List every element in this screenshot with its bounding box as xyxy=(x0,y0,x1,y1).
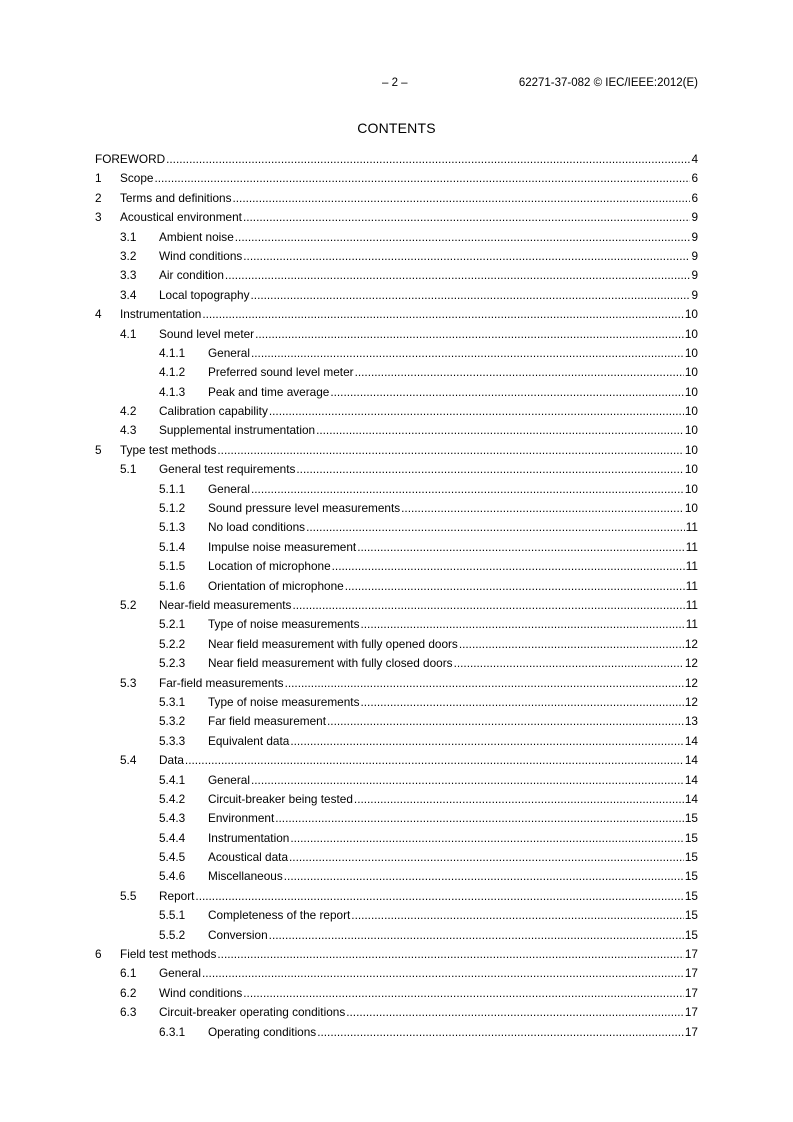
toc-entry-label: Data xyxy=(159,751,185,770)
toc-entry-number: 5.4.1 xyxy=(159,772,186,787)
toc-entry-number: 5.4.5 xyxy=(159,850,186,865)
toc-entry-label: General test requirements xyxy=(159,460,296,479)
toc-entry-page: 15 xyxy=(684,869,698,884)
toc-leader-dots xyxy=(360,615,684,634)
toc-entry-line xyxy=(208,867,698,886)
toc-entry-number: 5.5.2 xyxy=(159,927,186,942)
toc-entry-number: 5.1.4 xyxy=(159,539,186,554)
toc-leader-dots xyxy=(235,228,691,247)
toc-entry-page: 15 xyxy=(684,811,698,826)
toc-entry[interactable] xyxy=(95,208,698,227)
toc-entry-label: Sound pressure level measurements xyxy=(208,499,401,518)
toc-entry-line xyxy=(208,848,698,867)
toc-entry-number: 5.5.1 xyxy=(159,908,186,923)
toc-leader-dots xyxy=(360,693,683,712)
toc-leader-dots xyxy=(459,635,684,654)
toc-leader-dots xyxy=(232,189,690,208)
toc-entry-page: 17 xyxy=(684,1005,698,1020)
toc-entry-number: 5.1 xyxy=(120,462,137,477)
toc-entry-page: 17 xyxy=(684,985,698,1000)
toc-leader-dots xyxy=(292,596,684,615)
toc-entry-label: Peak and time average xyxy=(208,383,330,402)
toc-entry[interactable] xyxy=(95,577,698,596)
toc-entry-number: 3.4 xyxy=(120,287,137,302)
toc-entry-number: 4 xyxy=(95,307,102,322)
toc-entry-page: 9 xyxy=(691,229,698,244)
toc-leader-dots xyxy=(225,266,691,285)
toc-entry-page: 11 xyxy=(685,578,698,593)
toc-leader-dots xyxy=(202,305,684,324)
toc-entry-label: Air condition xyxy=(159,266,225,285)
toc-entry-page: 15 xyxy=(684,888,698,903)
toc-entry-line xyxy=(208,654,698,673)
toc-entry-label: Sound level meter xyxy=(159,325,255,344)
toc-entry-label: Terms and definitions xyxy=(120,189,232,208)
toc-entry-line xyxy=(159,1003,698,1022)
toc-entry-number: 5.3.2 xyxy=(159,714,186,729)
toc-entry-line xyxy=(208,577,698,596)
toc-leader-dots xyxy=(351,906,684,925)
toc-entry-number: 4.2 xyxy=(120,404,137,419)
toc-entry-label: Miscellaneous xyxy=(208,867,284,886)
toc-entry-number: 6.3 xyxy=(120,1005,137,1020)
toc-leader-dots xyxy=(166,150,690,169)
toc-entry-page: 6 xyxy=(691,171,698,186)
toc-entry[interactable] xyxy=(95,189,698,208)
toc-entry-label: Location of microphone xyxy=(208,557,332,576)
toc-leader-dots xyxy=(275,809,684,828)
toc-entry-label: Near field measurement with fully closed doors xyxy=(208,654,454,673)
toc-entry-label: Preferred sound level meter xyxy=(208,363,355,382)
toc-entry-line xyxy=(159,674,698,693)
toc-entry[interactable] xyxy=(95,1023,698,1042)
toc-leader-dots xyxy=(354,790,684,809)
toc-entry-page: 15 xyxy=(684,830,698,845)
toc-entry[interactable] xyxy=(95,421,698,440)
toc-entry-number: 5.2.2 xyxy=(159,636,186,651)
toc-entry-line xyxy=(208,771,698,790)
toc-entry[interactable] xyxy=(95,499,698,518)
toc-leader-dots xyxy=(317,1023,684,1042)
toc-entry[interactable] xyxy=(95,984,698,1003)
toc-leader-dots xyxy=(289,848,684,867)
toc-entry[interactable] xyxy=(95,266,698,285)
toc-entry-line xyxy=(120,189,698,208)
toc-entry-page: 12 xyxy=(684,675,698,690)
toc-entry-label: Near-field measurements xyxy=(159,596,292,615)
toc-entry-line xyxy=(120,945,698,964)
toc-entry-number: 4.1 xyxy=(120,326,137,341)
toc-entry-number: 5.2.1 xyxy=(159,617,186,632)
toc-entry-page: 10 xyxy=(684,501,698,516)
toc-entry[interactable] xyxy=(95,964,698,983)
toc-entry-label: Instrumentation xyxy=(208,829,290,848)
toc-entry-page: 10 xyxy=(684,384,698,399)
toc-entry-page: 6 xyxy=(691,190,698,205)
toc-leader-dots xyxy=(255,325,684,344)
toc-entry-line xyxy=(208,383,698,402)
toc-entry[interactable] xyxy=(95,363,698,382)
toc-leader-dots xyxy=(285,674,684,693)
toc-leader-dots xyxy=(284,867,684,886)
toc-entry[interactable] xyxy=(95,635,698,654)
toc-entry-page: 10 xyxy=(684,481,698,496)
toc-entry[interactable] xyxy=(95,518,698,537)
toc-entry[interactable] xyxy=(95,325,698,344)
toc-entry-line xyxy=(159,751,698,770)
toc-entry-label: Instrumentation xyxy=(120,305,202,324)
toc-entry-label: Report xyxy=(159,887,195,906)
toc-entry[interactable] xyxy=(95,809,698,828)
toc-entry-line xyxy=(159,247,698,266)
table-of-contents xyxy=(95,150,698,1042)
toc-leader-dots xyxy=(202,964,684,983)
toc-entry-number: 4.1.3 xyxy=(159,384,186,399)
toc-entry-line xyxy=(208,809,698,828)
toc-entry-page: 10 xyxy=(684,365,698,380)
toc-leader-dots xyxy=(185,751,684,770)
toc-entry-page: 14 xyxy=(684,772,698,787)
toc-entry-label: Acoustical environment xyxy=(120,208,243,227)
toc-entry-page: 15 xyxy=(684,908,698,923)
toc-entry-number: 3.1 xyxy=(120,229,137,244)
toc-leader-dots xyxy=(251,344,684,363)
toc-entry-number: 5.1.5 xyxy=(159,559,186,574)
toc-entry-line xyxy=(208,538,698,557)
toc-leader-dots xyxy=(327,712,684,731)
toc-entry-page: 15 xyxy=(684,927,698,942)
toc-entry-line xyxy=(208,906,698,925)
toc-entry-line xyxy=(208,712,698,731)
toc-entry-label: Orientation of microphone xyxy=(208,577,345,596)
toc-entry-number: 5.2.3 xyxy=(159,656,186,671)
toc-entry[interactable] xyxy=(95,344,698,363)
toc-entry-page: 12 xyxy=(684,636,698,651)
toc-leader-dots xyxy=(251,771,684,790)
toc-entry-line xyxy=(159,228,698,247)
toc-entry[interactable] xyxy=(95,228,698,247)
toc-entry-number: 5.4 xyxy=(120,753,137,768)
toc-entry-label: Wind conditions xyxy=(159,984,243,1003)
toc-entry[interactable] xyxy=(95,460,698,479)
toc-leader-dots xyxy=(251,286,691,305)
toc-entry-line xyxy=(208,732,698,751)
toc-entry-number: 5.1.6 xyxy=(159,578,186,593)
toc-entry[interactable] xyxy=(95,693,698,712)
toc-leader-dots xyxy=(269,926,684,945)
toc-entry[interactable] xyxy=(95,790,698,809)
toc-leader-dots xyxy=(243,208,690,227)
toc-entry-label: Equivalent data xyxy=(208,732,290,751)
toc-entry-page: 9 xyxy=(691,287,698,302)
toc-entry-number: 5.1.2 xyxy=(159,501,186,516)
toc-entry-label: Near field measurement with fully opened doors xyxy=(208,635,459,654)
toc-entry[interactable] xyxy=(95,557,698,576)
toc-entry[interactable] xyxy=(95,712,698,731)
toc-entry-label: Type test methods xyxy=(120,441,217,460)
toc-entry-page: 11 xyxy=(685,520,698,535)
toc-entry-label: General xyxy=(208,771,251,790)
toc-entry[interactable] xyxy=(95,848,698,867)
toc-entry-line xyxy=(120,305,698,324)
page-number: – 2 – xyxy=(382,77,408,89)
toc-leader-dots xyxy=(217,441,683,460)
toc-entry-page: 11 xyxy=(685,539,698,554)
toc-leader-dots xyxy=(243,247,690,266)
toc-entry-number: 5.2 xyxy=(120,597,137,612)
toc-entry-page: 10 xyxy=(684,442,698,457)
toc-entry-line xyxy=(208,557,698,576)
toc-entry-number: 5.3.1 xyxy=(159,694,186,709)
toc-entry-line xyxy=(120,441,698,460)
toc-entry-page: 9 xyxy=(691,210,698,225)
toc-entry-number: 3 xyxy=(95,210,102,225)
toc-entry-label: Ambient noise xyxy=(159,228,235,247)
toc-entry[interactable] xyxy=(95,169,698,188)
toc-entry-line xyxy=(159,460,698,479)
toc-entry-label: FOREWORD xyxy=(95,150,166,169)
toc-entry-label: General xyxy=(159,964,202,983)
toc-entry-number: 6.1 xyxy=(120,966,137,981)
toc-entry-page: 9 xyxy=(691,268,698,283)
toc-entry-line xyxy=(208,829,698,848)
toc-entry[interactable] xyxy=(95,286,698,305)
toc-entry-number: 4.3 xyxy=(120,423,137,438)
toc-entry-label: Completeness of the report xyxy=(208,906,351,925)
toc-entry-line xyxy=(120,169,698,188)
toc-entry[interactable] xyxy=(95,1003,698,1022)
toc-entry-number: 5.4.6 xyxy=(159,869,186,884)
toc-entry[interactable] xyxy=(95,887,698,906)
toc-entry-label: Impulse noise measurement xyxy=(208,538,357,557)
toc-entry-line xyxy=(159,421,698,440)
toc-entry-page: 17 xyxy=(684,947,698,962)
toc-leader-dots xyxy=(296,460,683,479)
toc-entry-label: Circuit-breaker being tested xyxy=(208,790,354,809)
toc-entry-line xyxy=(159,286,698,305)
toc-entry[interactable] xyxy=(95,150,698,169)
toc-leader-dots xyxy=(217,945,683,964)
toc-entry-page: 4 xyxy=(691,152,698,166)
toc-leader-dots xyxy=(345,577,685,596)
toc-leader-dots xyxy=(290,829,684,848)
toc-entry-page: 17 xyxy=(684,1024,698,1039)
toc-entry[interactable] xyxy=(95,771,698,790)
toc-entry-label: Circuit-breaker operating conditions xyxy=(159,1003,346,1022)
toc-entry-label: Wind conditions xyxy=(159,247,243,266)
toc-entry-page: 10 xyxy=(684,307,698,322)
toc-entry-line xyxy=(159,266,698,285)
toc-entry-label: Type of noise measurements xyxy=(208,693,360,712)
toc-entry-page: 10 xyxy=(684,326,698,341)
toc-entry-page: 12 xyxy=(684,656,698,671)
toc-entry[interactable] xyxy=(95,674,698,693)
toc-entry-page: 14 xyxy=(684,791,698,806)
toc-entry-number: 6.3.1 xyxy=(159,1024,186,1039)
toc-entry-line xyxy=(159,964,698,983)
toc-entry-label: Operating conditions xyxy=(208,1023,317,1042)
toc-entry-label: Scope xyxy=(120,169,154,188)
toc-entry-page: 14 xyxy=(684,733,698,748)
toc-entry-number: 4.1.1 xyxy=(159,345,186,360)
toc-entry-line xyxy=(159,596,698,615)
toc-entry-line xyxy=(120,208,698,227)
toc-entry-line xyxy=(159,887,698,906)
toc-entry-label: Type of noise measurements xyxy=(208,615,360,634)
toc-leader-dots xyxy=(154,169,690,188)
toc-entry-line xyxy=(159,402,698,421)
toc-entry[interactable] xyxy=(95,945,698,964)
toc-entry-line xyxy=(208,1023,698,1042)
toc-leader-dots xyxy=(355,363,684,382)
toc-entry-label: Calibration capability xyxy=(159,402,269,421)
toc-entry-number: 5.1.3 xyxy=(159,520,186,535)
toc-entry-page: 10 xyxy=(684,404,698,419)
toc-leader-dots xyxy=(401,499,684,518)
toc-entry[interactable] xyxy=(95,732,698,751)
toc-entry-line xyxy=(208,499,698,518)
toc-entry-line xyxy=(208,615,698,634)
toc-entry-line xyxy=(208,480,698,499)
toc-entry[interactable] xyxy=(95,480,698,499)
toc-entry-label: Conversion xyxy=(208,926,269,945)
toc-entry-line xyxy=(159,984,698,1003)
toc-entry-line xyxy=(208,926,698,945)
toc-leader-dots xyxy=(454,654,684,673)
toc-entry-number: 5 xyxy=(95,442,102,457)
toc-entry-number: 5.5 xyxy=(120,888,137,903)
toc-entry-line xyxy=(208,790,698,809)
toc-entry-label: Far field measurement xyxy=(208,712,327,731)
toc-entry[interactable] xyxy=(95,305,698,324)
toc-leader-dots xyxy=(306,518,685,537)
toc-entry-label: Local topography xyxy=(159,286,251,305)
toc-entry-page: 12 xyxy=(684,694,698,709)
toc-entry-label: Supplemental instrumentation xyxy=(159,421,316,440)
toc-entry[interactable] xyxy=(95,538,698,557)
toc-entry-label: Field test methods xyxy=(120,945,217,964)
toc-entry-number: 3.2 xyxy=(120,248,137,263)
toc-entry[interactable] xyxy=(95,867,698,886)
toc-entry-number: 6.2 xyxy=(120,985,137,1000)
toc-entry-label: No load conditions xyxy=(208,518,306,537)
toc-entry[interactable] xyxy=(95,383,698,402)
toc-entry-page: 10 xyxy=(684,462,698,477)
toc-entry-number: 1 xyxy=(95,171,102,186)
toc-entry-page: 11 xyxy=(685,597,698,612)
toc-entry-page: 14 xyxy=(684,753,698,768)
toc-leader-dots xyxy=(251,480,684,499)
toc-entry-number: 5.3.3 xyxy=(159,733,186,748)
toc-leader-dots xyxy=(243,984,684,1003)
toc-entry-number: 5.3 xyxy=(120,675,137,690)
toc-entry-number: 5.1.1 xyxy=(159,481,186,496)
toc-entry-number: 5.4.4 xyxy=(159,830,186,845)
toc-entry[interactable] xyxy=(95,596,698,615)
toc-entry-page: 17 xyxy=(684,966,698,981)
toc-entry-label: General xyxy=(208,344,251,363)
toc-entry-page: 15 xyxy=(684,850,698,865)
toc-leader-dots xyxy=(269,402,684,421)
toc-leader-dots xyxy=(332,557,685,576)
toc-entry-label: Acoustical data xyxy=(208,848,289,867)
page-title: CONTENTS xyxy=(357,120,436,136)
toc-entry[interactable] xyxy=(95,247,698,266)
toc-entry-label: General xyxy=(208,480,251,499)
toc-entry[interactable] xyxy=(95,402,698,421)
toc-entry[interactable] xyxy=(95,615,698,634)
toc-entry-number: 4.1.2 xyxy=(159,365,186,380)
toc-entry-line xyxy=(95,150,698,169)
standard-reference: 62271-37-082 © IEC/IEEE:2012(E) xyxy=(518,77,698,89)
toc-leader-dots xyxy=(195,887,683,906)
toc-entry-label: Environment xyxy=(208,809,275,828)
toc-entry[interactable] xyxy=(95,654,698,673)
toc-leader-dots xyxy=(330,383,684,402)
toc-entry-number: 5.4.3 xyxy=(159,811,186,826)
toc-entry-page: 11 xyxy=(685,617,698,632)
toc-leader-dots xyxy=(290,732,684,751)
toc-entry-number: 6 xyxy=(95,947,102,962)
toc-entry-number: 5.4.2 xyxy=(159,791,186,806)
toc-entry-page: 10 xyxy=(684,423,698,438)
toc-entry-line xyxy=(208,693,698,712)
toc-entry-number: 3.3 xyxy=(120,268,137,283)
toc-entry-page: 11 xyxy=(685,559,698,574)
toc-entry[interactable] xyxy=(95,751,698,770)
toc-entry-page: 13 xyxy=(684,714,698,729)
toc-entry-line xyxy=(208,363,698,382)
toc-leader-dots xyxy=(346,1003,684,1022)
toc-entry[interactable] xyxy=(95,926,698,945)
toc-entry-line xyxy=(208,344,698,363)
page-header xyxy=(95,77,698,93)
toc-entry-page: 9 xyxy=(691,248,698,263)
toc-entry-label: Far-field measurements xyxy=(159,674,285,693)
toc-entry-line xyxy=(208,635,698,654)
toc-entry-line xyxy=(159,325,698,344)
toc-entry-line xyxy=(208,518,698,537)
toc-entry-number: 2 xyxy=(95,190,102,205)
toc-entry[interactable] xyxy=(95,906,698,925)
toc-entry-page: 10 xyxy=(684,345,698,360)
toc-leader-dots xyxy=(357,538,685,557)
toc-entry[interactable] xyxy=(95,829,698,848)
toc-leader-dots xyxy=(316,421,684,440)
toc-entry[interactable] xyxy=(95,441,698,460)
